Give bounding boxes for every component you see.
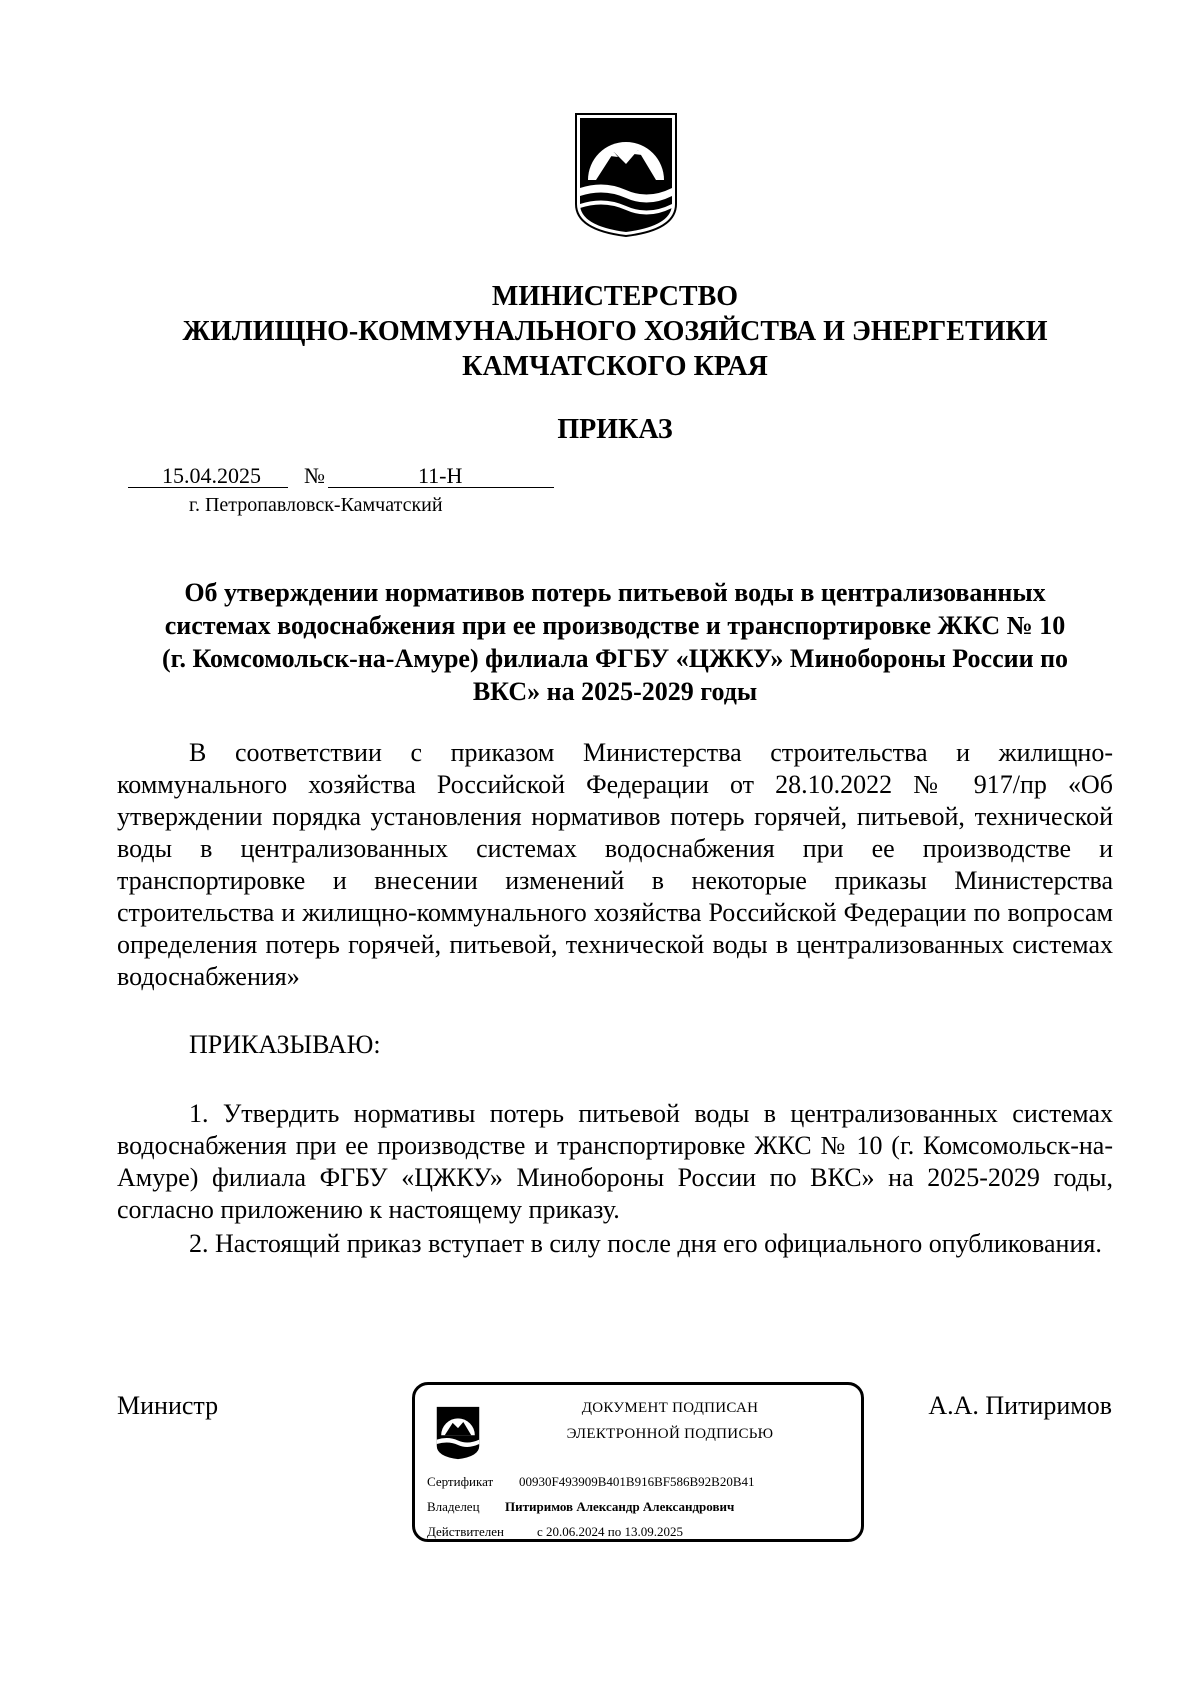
certificate-label: Сертификат bbox=[427, 1474, 494, 1489]
owner-value: Питиримов Александр Александрович bbox=[505, 1499, 735, 1514]
ministry-line-1: МИНИСТЕРСТВО bbox=[491, 281, 739, 312]
date-number-line bbox=[0, 462, 1200, 490]
order-word: ПРИКАЗЫВАЮ: bbox=[189, 1030, 381, 1059]
certificate-value: 00930F493909B401B916BF586B92B20B41 bbox=[519, 1474, 755, 1489]
certificate-row bbox=[427, 1473, 755, 1491]
document-date: 15.04.2025 bbox=[162, 463, 261, 488]
order-item-2: 2. Настоящий приказ вступает в силу после дня его официального опубликования. bbox=[189, 1229, 1102, 1258]
validity-value: с 20.06.2024 по 13.09.2025 bbox=[537, 1524, 683, 1539]
owner-label: Владелец bbox=[427, 1499, 480, 1514]
coat-of-arms-emblem bbox=[574, 112, 678, 238]
ministry-line-2: ЖИЛИЩНО-КОММУНАЛЬНОГО ХОЗЯЙСТВА И ЭНЕРГЕТИКИ bbox=[182, 316, 1048, 347]
document-subject bbox=[120, 576, 1110, 708]
ministry-line-3: КАМЧАТСКОГО КРАЯ bbox=[462, 351, 768, 382]
stamp-heading bbox=[495, 1395, 845, 1447]
ministry-name bbox=[120, 279, 1110, 384]
validity-row bbox=[427, 1523, 683, 1541]
validity-label: Действителен bbox=[427, 1524, 504, 1539]
stamp-heading-line-2: ЭЛЕКТРОННОЙ ПОДПИСЬЮ bbox=[566, 1426, 774, 1442]
document-type: ПРИКАЗ bbox=[557, 414, 673, 445]
stamp-emblem-icon bbox=[435, 1405, 481, 1461]
subject-line-1: Об утверждении нормативов потерь питьевой воды в централизованных bbox=[184, 578, 1046, 607]
electronic-signature-stamp bbox=[412, 1382, 864, 1542]
preamble-paragraph: В соответствии с приказом Министерства строительства и жилищно-коммунального хозяйства Российской Федерации от 28.10.2022 № 917/пр «Об утверждении порядка установления нормативов потерь горячей, питьевой, технической воды в централизованных системах водоснабжения при ее производстве и транспортировке и внесении изменений в некоторые приказы Министерства строительства и жилищно-коммунального хозяйства Российской Федерации по вопросам определения потерь горячей, питьевой, технической воды в централизованных системах водоснабжения» bbox=[117, 738, 1113, 991]
document-city: г. Петропавловск-Камчатский bbox=[189, 494, 443, 516]
number-sign: № bbox=[304, 463, 325, 488]
owner-row bbox=[427, 1498, 734, 1516]
subject-line-2: системах водоснабжения при ее производстве и транспортировке ЖКС № 10 bbox=[164, 611, 1066, 640]
document-number: 11-Н bbox=[418, 463, 463, 488]
signatory-name: А.А. Питиримов bbox=[928, 1391, 1112, 1420]
stamp-heading-line-1: ДОКУМЕНТ ПОДПИСАН bbox=[581, 1400, 759, 1416]
subject-line-3: (г. Комсомольск-на-Амуре) филиала ФГБУ «ЦЖКУ» Минобороны России по bbox=[161, 644, 1069, 673]
signatory-title: Министр bbox=[117, 1391, 219, 1420]
subject-line-4: ВКС» на 2025-2029 годы bbox=[472, 677, 758, 706]
order-item-1: 1. Утвердить нормативы потерь питьевой воды в централизованных системах водоснабжения при ее производстве и транспортировке ЖКС № 10 (г. Комсомольск-на-Амуре) филиала ФГБУ «ЦЖКУ» Минобороны России по ВКС» на 2025-2029 годы, согласно приложению к настоящему приказу. bbox=[117, 1099, 1113, 1224]
